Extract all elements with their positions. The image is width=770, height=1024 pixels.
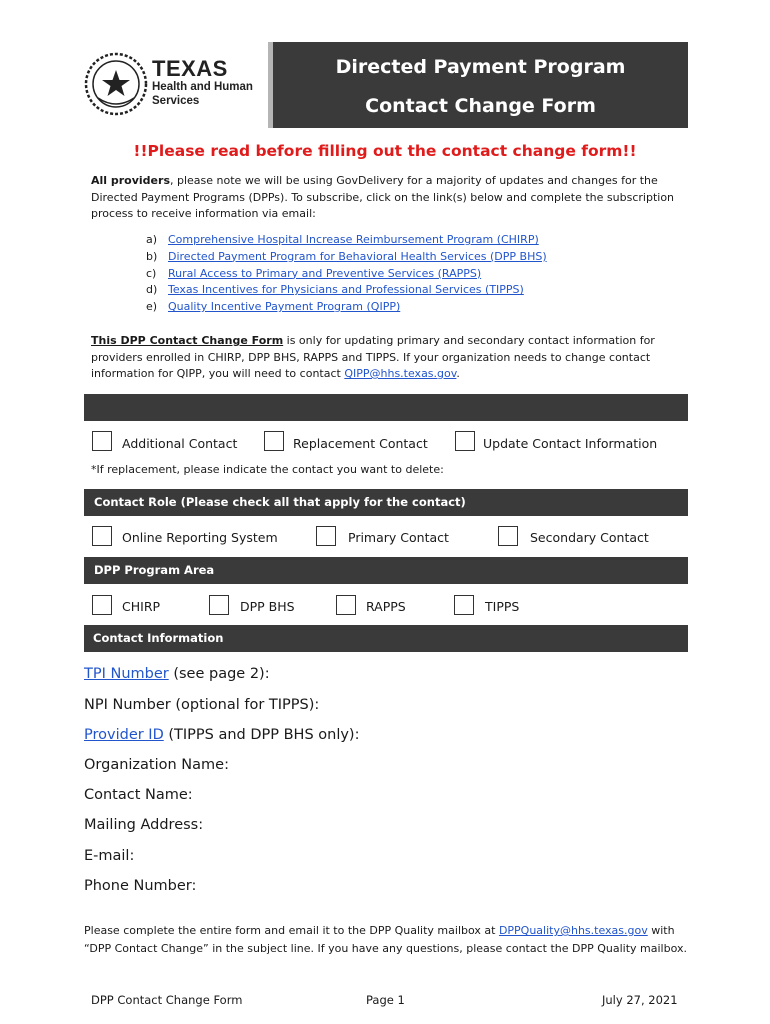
online-reporting-label: Online Reporting System <box>122 530 278 545</box>
note-text: is only for updating primary and secondary contact information for providers enrolled in CHIRP, DPP BHS, RAPPS and TIPPS. If your organization needs to change contact information for QIPP, you will need to contact <box>91 334 655 380</box>
tpi-number-link[interactable]: TPI Number <box>84 666 169 682</box>
intro-text: , please note we will be using GovDelivery for a majority of updates and changes for the Directed Payment Programs (DPPs). To subscribe, click on the link(s) below and complete the subscription process to receive information via email: <box>91 174 675 220</box>
replacement-contact-label: Replacement Contact <box>293 436 428 451</box>
dpp-bhs-label: DPP BHS <box>240 599 295 614</box>
change-type-header-bar <box>84 394 688 421</box>
hhs-logo <box>84 48 254 122</box>
chirp-label: CHIRP <box>122 599 161 614</box>
rapps-label: RAPPS <box>366 599 406 614</box>
email-field[interactable]: E-mail: <box>84 848 135 864</box>
dpp-bhs-checkbox[interactable] <box>209 595 229 615</box>
list-item: a) Comprehensive Hospital Increase Reimbursement Program (CHIRP) <box>146 232 547 249</box>
form-title-line1: Directed Payment Program <box>335 56 626 78</box>
warning-heading: !!Please read before filling out the contact change form!! <box>133 142 637 160</box>
dpp-bhs-link[interactable]: Directed Payment Program for Behavioral Health Services (DPP BHS) <box>168 249 547 263</box>
provider-id-field[interactable]: Provider ID (TIPPS and DPP BHS only): <box>84 727 360 743</box>
chirp-checkbox[interactable] <box>92 595 112 615</box>
replacement-contact-checkbox[interactable] <box>264 431 284 451</box>
primary-contact-checkbox[interactable] <box>316 526 336 546</box>
npi-number-field[interactable]: NPI Number (optional for TIPPS): <box>84 697 320 713</box>
rapps-checkbox[interactable] <box>336 595 356 615</box>
list-item: b) Directed Payment Program for Behavioral Health Services (DPP BHS) <box>146 249 547 266</box>
tpi-number-field[interactable]: TPI Number (see page 2): <box>84 666 270 682</box>
primary-contact-label: Primary Contact <box>348 530 449 545</box>
secondary-contact-checkbox[interactable] <box>498 526 518 546</box>
additional-contact-label: Additional Contact <box>122 436 238 451</box>
footer-page-number: Page 1 <box>366 993 405 1007</box>
tipps-label: TIPPS <box>485 599 520 614</box>
qipp-email-link[interactable]: QIPP@hhs.texas.gov <box>344 367 457 380</box>
texas-seal-icon <box>84 48 148 122</box>
chirp-link[interactable]: Comprehensive Hospital Increase Reimbursement Program (CHIRP) <box>168 233 539 246</box>
closing-instructions: Please complete the entire form and email it to the DPP Quality mailbox at DPPQuality@hhs.texas.gov with “DPP Contact Change” in the subject line. If you have any questions, please contact the DPP Quality mailbox. <box>84 924 687 955</box>
secondary-contact-label: Secondary Contact <box>530 530 649 545</box>
logo-title: TEXAS <box>152 56 228 81</box>
form-title-line2: Contact Change Form <box>365 95 596 117</box>
list-item: e) Quality Incentive Payment Program (QIPP) <box>146 299 547 316</box>
program-area-header: DPP Program Area <box>84 557 688 584</box>
list-item: c) Rural Access to Primary and Preventive Services (RAPPS) <box>146 266 547 283</box>
tipps-checkbox[interactable] <box>454 595 474 615</box>
subscription-links <box>146 232 547 316</box>
provider-id-link[interactable]: Provider ID <box>84 727 164 743</box>
footer-date: July 27, 2021 <box>602 993 678 1007</box>
intro-bold: All providers <box>91 174 170 187</box>
organization-name-field[interactable]: Organization Name: <box>84 757 229 773</box>
mailing-address-field[interactable]: Mailing Address: <box>84 817 204 833</box>
phone-number-field[interactable]: Phone Number: <box>84 878 197 894</box>
additional-contact-checkbox[interactable] <box>92 431 112 451</box>
contact-info-header: Contact Information <box>84 625 688 652</box>
list-item: d) Texas Incentives for Physicians and Professional Services (TIPPS) <box>146 282 547 299</box>
logo-subtitle-line1: Health and Human <box>152 81 253 93</box>
update-contact-label: Update Contact Information <box>483 436 658 451</box>
contact-role-header: Contact Role (Please check all that apply for the contact) <box>84 489 688 516</box>
intro-paragraph <box>91 173 691 223</box>
footer-form-name: DPP Contact Change Form <box>91 993 243 1007</box>
online-reporting-checkbox[interactable] <box>92 526 112 546</box>
tipps-link[interactable]: Texas Incentives for Physicians and Professional Services (TIPPS) <box>168 283 524 297</box>
note-bold: This DPP Contact Change Form <box>91 334 284 347</box>
logo-subtitle-line2: Services <box>152 95 200 107</box>
form-scope-note: This DPP Contact Change Form is only for updating primary and secondary contact information for providers enrolled in CHIRP, DPP BHS, RAPPS and TIPPS. If your organization needs to change contact information for QIPP, you will need to contact QIPP@hhs.texas.gov. <box>91 334 655 380</box>
update-contact-checkbox[interactable] <box>455 431 475 451</box>
contact-name-field[interactable]: Contact Name: <box>84 787 193 803</box>
rapps-link[interactable]: Rural Access to Primary and Preventive Services (RAPPS) <box>168 266 482 280</box>
qipp-link[interactable]: Quality Incentive Payment Program (QIPP) <box>168 300 401 314</box>
dpp-quality-email-link[interactable]: DPPQuality@hhs.texas.gov <box>498 924 648 937</box>
delete-contact-note: *If replacement, please indicate the contact you want to delete: <box>91 463 444 476</box>
form-title-box <box>268 42 688 128</box>
